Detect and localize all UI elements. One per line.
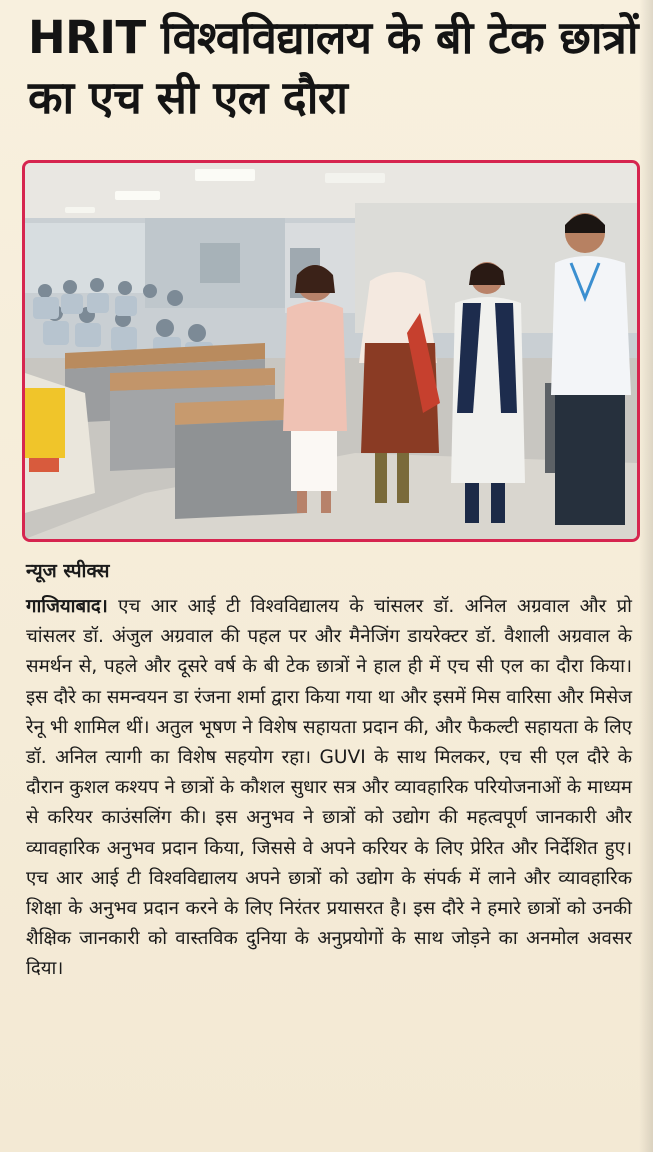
byline: न्यूज स्पीक्स: [26, 560, 110, 582]
article-text: एच आर आई टी विश्वविद्यालय के चांसलर डॉ. अनिल अग्रवाल और प्रो चांसलर डॉ. अंजुल अग्रवाल की पहल पर और मैनेजिंग डायरेक्टर डॉ. वैशाली अग्रवाल के समर्थन से, पहले और दूसरे वर्ष के बी टेक छात्रों ने हाल ही में एच सी एल का दौरा किया। इस दौरे का समन्वयन डा रंजना शर्मा द्वारा किया गया था और इसमें मिस वारिसा और मिसेज रेनू भी शामिल थीं। अतुल भूषण ने विशेष सहायता प्रदान की, और फैकल्टी सहायता के लिए डॉ. अनिल त्यागी का विशेष सहयोग रहा। GUVI के साथ मिलकर, एच सी एल दौरे के दौरान कुशल कश्यप ने छात्रों के कौशल सुधार सत्र और व्यावहारिक परियोजनाओं के माध्यम से करियर काउंसलिंग की। इस अनुभव ने छात्रों को उद्योग की महत्वपूर्ण जानकारी और व्यावहारिक अनुभव प्रदान किया, जिससे वे अपने करियर के लिए प्रेरित और निर्देशित हुए। एच आर आई टी विश्वविद्यालय अपने छात्रों को उद्योग के संपर्क में लाने और व्यावहारिक शिक्षा के अनुभव प्रदान करने के लिए निरंतर प्रयासरत है। इस दौरे ने हमारे छात्रों को उनकी शैक्षिक जानकारी को वास्तविक दुनिया के अनुप्रयोगों के साथ जोड़ने का अनमोल अवसर दिया।: [26, 596, 632, 980]
classroom-group-photo: [25, 163, 637, 539]
headline: HRIT विश्वविद्यालय के बी टेक छात्रों का एच सी एल दौरा: [28, 11, 639, 124]
dateline: गाजियाबाद।: [26, 596, 108, 617]
page-fold-shadow: [639, 0, 653, 1152]
news-photo: [22, 160, 640, 542]
article-body: [26, 592, 632, 985]
